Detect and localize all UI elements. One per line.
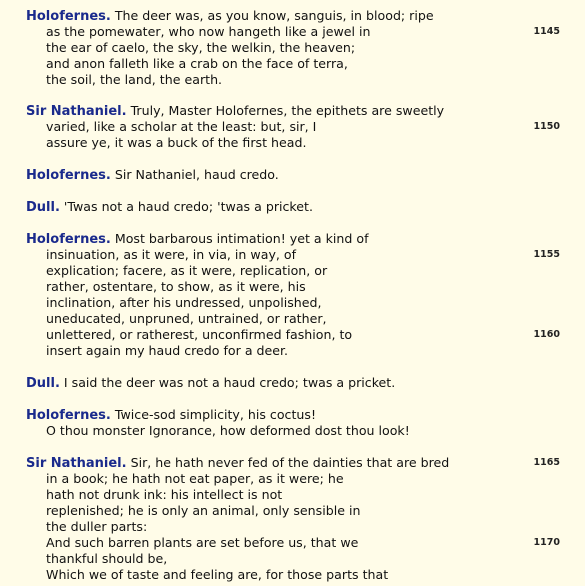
line-words: rather, ostentare, to show, as it were, his xyxy=(46,279,306,294)
line-text xyxy=(46,503,360,519)
speech-block xyxy=(0,8,585,88)
line-text xyxy=(46,551,167,567)
verse-line xyxy=(0,535,585,551)
verse-line xyxy=(0,455,585,471)
line-text xyxy=(46,72,222,88)
line-words: O thou monster Ignorance, how deformed dost thou look! xyxy=(46,423,410,438)
line-text xyxy=(46,135,307,151)
line-text xyxy=(26,167,279,184)
verse-line xyxy=(0,40,585,56)
line-words: Sir Nathaniel, haud credo. xyxy=(114,167,279,182)
line-words: unlettered, or ratherest, unconfirmed fashion, to xyxy=(46,327,353,342)
verse-line xyxy=(0,327,585,343)
verse-line xyxy=(0,24,585,40)
line-words: and anon falleth like a crab on the face of terra, xyxy=(46,56,348,71)
line-words: insert again my haud credo for a deer. xyxy=(46,343,289,358)
line-text xyxy=(26,199,313,216)
line-text xyxy=(46,471,344,487)
verse-line xyxy=(0,119,585,135)
line-words: Sir, he hath never fed of the dainties that are bred xyxy=(130,455,450,470)
line-text xyxy=(26,103,444,120)
verse-line xyxy=(0,56,585,72)
verse-line xyxy=(0,231,585,247)
line-words: assure ye, it was a buck of the first head. xyxy=(46,135,307,150)
verse-line xyxy=(0,103,585,119)
line-text xyxy=(46,40,355,56)
line-words: insinuation, as it were, in via, in way, of xyxy=(46,247,297,262)
line-text xyxy=(46,423,410,439)
line-words: explication; facere, as it were, replication, or xyxy=(46,263,328,278)
line-number: 1165 xyxy=(533,457,560,468)
line-words: the soil, the land, the earth. xyxy=(46,72,223,87)
speaker-name: Holofernes. xyxy=(26,232,111,247)
line-words: as the pomewater, who now hangeth like a jewel in xyxy=(46,24,371,39)
line-words: varied, like a scholar at the least: but, sir, I xyxy=(46,119,317,134)
speaker-name: Holofernes. xyxy=(26,408,111,423)
verse-line xyxy=(0,407,585,423)
line-text xyxy=(46,311,327,327)
line-number: 1150 xyxy=(533,121,560,132)
verse-line xyxy=(0,295,585,311)
verse-line xyxy=(0,279,585,295)
speech-block xyxy=(0,455,585,583)
speaker-name: Dull. xyxy=(26,200,60,215)
speech-block xyxy=(0,167,585,183)
line-words: uneducated, unpruned, untrained, or rather, xyxy=(46,311,327,326)
line-words: 'Twas not a haud credo; 'twas a pricket. xyxy=(63,199,313,214)
line-words: thankful should be, xyxy=(46,551,168,566)
speaker-name: Dull. xyxy=(26,376,60,391)
line-words: the duller parts: xyxy=(46,519,148,534)
verse-line xyxy=(0,72,585,88)
line-text xyxy=(46,24,370,40)
line-number: 1155 xyxy=(533,249,560,260)
verse-line xyxy=(0,8,585,24)
verse-line xyxy=(0,343,585,359)
line-words: I said the deer was not a haud credo; twas a pricket. xyxy=(63,375,396,390)
line-text xyxy=(46,56,348,72)
verse-line xyxy=(0,567,585,583)
line-text xyxy=(46,487,282,503)
verse-line xyxy=(0,471,585,487)
speech-block xyxy=(0,375,585,391)
verse-line xyxy=(0,263,585,279)
line-text xyxy=(46,247,296,263)
speech-block xyxy=(0,103,585,151)
line-words: Most barbarous intimation! yet a kind of xyxy=(114,231,369,246)
verse-line xyxy=(0,199,585,215)
verse-line xyxy=(0,135,585,151)
speaker-name: Sir Nathaniel. xyxy=(26,104,127,119)
verse-line xyxy=(0,375,585,391)
line-text xyxy=(46,263,327,279)
line-number: 1160 xyxy=(533,329,560,340)
line-words: Twice-sod simplicity, his coctus! xyxy=(114,407,317,422)
verse-line xyxy=(0,167,585,183)
speech-block xyxy=(0,199,585,215)
line-text xyxy=(26,455,449,472)
line-text xyxy=(26,231,369,248)
verse-line xyxy=(0,519,585,535)
line-text xyxy=(26,375,395,392)
line-words: in a book; he hath not eat paper, as it were; he xyxy=(46,471,344,486)
speaker-name: Sir Nathaniel. xyxy=(26,456,127,471)
line-text xyxy=(26,8,434,25)
line-text xyxy=(46,279,306,295)
line-words: hath not drunk ink: his intellect is not xyxy=(46,487,283,502)
line-text xyxy=(46,119,316,135)
speech-block xyxy=(0,231,585,359)
line-text xyxy=(46,519,147,535)
line-number: 1145 xyxy=(533,26,560,37)
line-words: Which we of taste and feeling are, for those parts that xyxy=(46,567,389,582)
line-words: the ear of caelo, the sky, the welkin, the heaven; xyxy=(46,40,356,55)
verse-line xyxy=(0,551,585,567)
line-words: Truly, Master Holofernes, the epithets are sweetly xyxy=(130,103,445,118)
line-number: 1170 xyxy=(533,537,560,548)
verse-line xyxy=(0,487,585,503)
line-text xyxy=(46,567,388,583)
line-words: inclination, after his undressed, unpolished, xyxy=(46,295,322,310)
line-words: The deer was, as you know, sanguis, in blood; ripe xyxy=(114,8,434,23)
line-text xyxy=(46,327,352,343)
verse-line xyxy=(0,247,585,263)
speaker-name: Holofernes. xyxy=(26,168,111,183)
verse-line xyxy=(0,503,585,519)
line-text xyxy=(46,535,358,551)
verse-line xyxy=(0,423,585,439)
line-text xyxy=(46,343,288,359)
verse-line xyxy=(0,311,585,327)
speech-block xyxy=(0,407,585,439)
line-text xyxy=(26,407,316,424)
line-text xyxy=(46,295,322,311)
speaker-name: Holofernes. xyxy=(26,9,111,24)
line-words: And such barren plants are set before us, that we xyxy=(46,535,359,550)
line-words: replenished; he is only an animal, only sensible in xyxy=(46,503,361,518)
